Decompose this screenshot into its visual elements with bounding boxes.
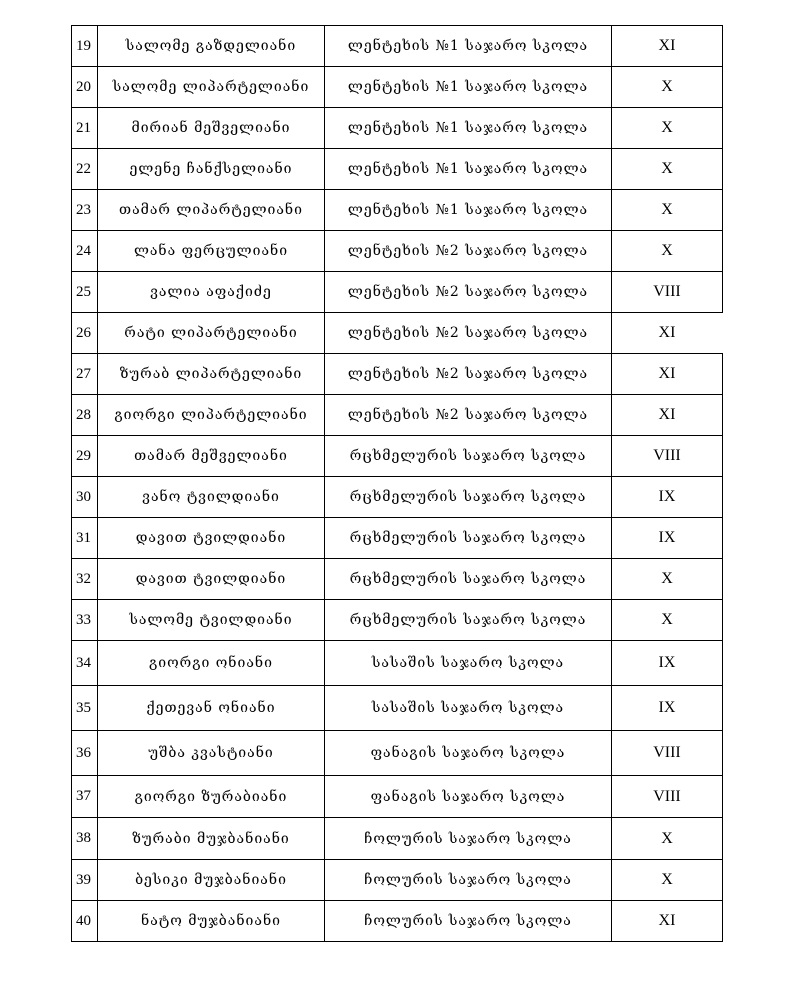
school-name: ფანაგის საჯარო სკოლა (325, 776, 612, 818)
table-row (72, 901, 723, 942)
student-name: ნატო მუჯბანიანი (98, 901, 325, 942)
row-number: 39 (72, 860, 98, 901)
row-number: 30 (72, 477, 98, 518)
school-name: ლენტეხის №2 საჯარო სკოლა (325, 313, 612, 354)
table-row (72, 518, 723, 559)
school-name: ლენტეხის №1 საჯარო სკოლა (325, 149, 612, 190)
school-name: ლენტეხის №2 საჯარო სკოლა (325, 272, 612, 313)
school-name: ლენტეხის №2 საჯარო სკოლა (325, 354, 612, 395)
school-name: ლენტეხის №2 საჯარო სკოლა (325, 395, 612, 436)
grade: VIII (612, 272, 723, 313)
grade: X (612, 149, 723, 190)
student-name: ვალია აფაქიძე (98, 272, 325, 313)
table-row (72, 272, 723, 313)
row-number: 37 (72, 776, 98, 818)
row-number: 22 (72, 149, 98, 190)
grade: XI (612, 354, 723, 395)
grade: IX (612, 477, 723, 518)
grade: X (612, 108, 723, 149)
table-row (72, 436, 723, 477)
student-name: თამარ ლიპარტელიანი (98, 190, 325, 231)
table-row (72, 818, 723, 860)
row-number: 34 (72, 641, 98, 686)
student-name: ზურაბ ლიპარტელიანი (98, 354, 325, 395)
school-name: სასაშის საჯარო სკოლა (325, 641, 612, 686)
school-name: რცხმელურის საჯარო სკოლა (325, 436, 612, 477)
grade: X (612, 559, 723, 600)
school-name: ფანაგის საჯარო სკოლა (325, 731, 612, 776)
school-name: რცხმელურის საჯარო სკოლა (325, 477, 612, 518)
grade: XI (612, 395, 723, 436)
table-row (72, 354, 723, 395)
row-number: 21 (72, 108, 98, 149)
student-name: რატი ლიპარტელიანი (98, 313, 325, 354)
school-name: რცხმელურის საჯარო სკოლა (325, 518, 612, 559)
student-name: სალომე ლიპარტელიანი (98, 67, 325, 108)
student-name: გიორგი ონიანი (98, 641, 325, 686)
row-number: 28 (72, 395, 98, 436)
student-name: გიორგი ლიპარტელიანი (98, 395, 325, 436)
row-number: 23 (72, 190, 98, 231)
grade: X (612, 818, 723, 860)
school-name: ჩოლურის საჯარო სკოლა (325, 901, 612, 942)
table-row (72, 686, 723, 731)
table-row (72, 477, 723, 518)
grade: X (612, 67, 723, 108)
row-number: 19 (72, 26, 98, 67)
student-name: სალომე ტვილდიანი (98, 600, 325, 641)
table-row (72, 559, 723, 600)
table-row (72, 860, 723, 901)
table-row (72, 313, 723, 354)
grade: X (612, 860, 723, 901)
grade: X (612, 231, 723, 272)
student-name: დავით ტვილდიანი (98, 559, 325, 600)
school-name: რცხმელურის საჯარო სკოლა (325, 559, 612, 600)
student-name: ბესიკი მუჯბანიანი (98, 860, 325, 901)
school-name: ჩოლურის საჯარო სკოლა (325, 860, 612, 901)
grade: VIII (612, 436, 723, 477)
table-row (72, 731, 723, 776)
grade: IX (612, 686, 723, 731)
school-name: ლენტეხის №2 საჯარო სკოლა (325, 231, 612, 272)
row-number: 33 (72, 600, 98, 641)
grade: VIII (612, 731, 723, 776)
row-number: 36 (72, 731, 98, 776)
grade: IX (612, 518, 723, 559)
table-row (72, 231, 723, 272)
student-name: მირიან მეშველიანი (98, 108, 325, 149)
grade: XI (612, 26, 723, 67)
school-name: ლენტეხის №1 საჯარო სკოლა (325, 26, 612, 67)
student-name: დავით ტვილდიანი (98, 518, 325, 559)
student-name: თამარ მეშველიანი (98, 436, 325, 477)
row-number: 31 (72, 518, 98, 559)
row-number: 29 (72, 436, 98, 477)
table-row (72, 26, 723, 67)
row-number: 20 (72, 67, 98, 108)
row-number: 35 (72, 686, 98, 731)
row-number: 26 (72, 313, 98, 354)
row-number: 27 (72, 354, 98, 395)
grade: XI (612, 901, 723, 942)
grade: IX (612, 641, 723, 686)
student-name: სალომე გაზდელიანი (98, 26, 325, 67)
student-name: ზურაბი მუჯბანიანი (98, 818, 325, 860)
student-name: ლანა ფერცულიანი (98, 231, 325, 272)
table-row (72, 395, 723, 436)
table-row (72, 600, 723, 641)
student-name: უშბა კვასტიანი (98, 731, 325, 776)
row-number: 32 (72, 559, 98, 600)
table-row (72, 776, 723, 818)
student-name: გიორგი ზურაბიანი (98, 776, 325, 818)
school-name: ლენტეხის №1 საჯარო სკოლა (325, 190, 612, 231)
student-name: ვანო ტვილდიანი (98, 477, 325, 518)
grade: X (612, 600, 723, 641)
school-name: რცხმელურის საჯარო სკოლა (325, 600, 612, 641)
grade: VIII (612, 776, 723, 818)
school-name: ჩოლურის საჯარო სკოლა (325, 818, 612, 860)
school-name: სასაშის საჯარო სკოლა (325, 686, 612, 731)
grade: X (612, 190, 723, 231)
table-row (72, 190, 723, 231)
row-number: 24 (72, 231, 98, 272)
grade: XI (612, 313, 723, 354)
table-row (72, 641, 723, 686)
student-name: ელენე ჩანქსელიანი (98, 149, 325, 190)
row-number: 38 (72, 818, 98, 860)
row-number: 40 (72, 901, 98, 942)
student-name: ქეთევან ონიანი (98, 686, 325, 731)
school-name: ლენტეხის №1 საჯარო სკოლა (325, 108, 612, 149)
table-row (72, 108, 723, 149)
table-row (72, 67, 723, 108)
school-name: ლენტეხის №1 საჯარო სკოლა (325, 67, 612, 108)
table-row (72, 149, 723, 190)
row-number: 25 (72, 272, 98, 313)
students-table (71, 25, 723, 942)
